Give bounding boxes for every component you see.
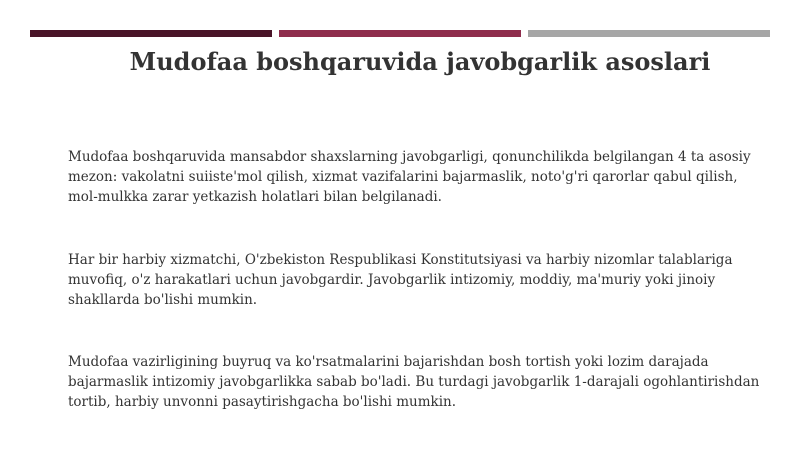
accent-bar-grey [528,30,770,37]
paragraph-responsibility: Har bir harbiy xizmatchi, O'zbekiston Respublikasi Konstitutsiyasi va harbiy nizomlar talablariga muvofiq, o'z harakatlari uchun javobgardir. Javobgarlik intizomiy, moddiy, ma'muriy yoki jinoiy shakllarda bo'lishi mumkin. [68,252,733,308]
paragraph-criteria: Mudofaa boshqaruvida mansabdor shaxslarning javobgarligi, qonunchilikda belgilangan 4 ta asosiy mezon: vakolatni suiiste'mol qilish, xizmat vazifalarini bajarmaslik, noto'g'ri qarorlar qabul qilish, mol-mulkka zarar yetkazish holatlari bilan belgilanadi. [68,149,751,205]
slide-title: Mudofaa boshqaruvida javobgarlik asoslari [129,47,711,76]
accent-bar-dark [30,30,272,37]
paragraph-disciplinary: Mudofaa vazirligining buyruq va ko'rsatmalarini bajarishdan bosh tortish yoki lozim darajada bajarmaslik intizomiy javobgarlikka sabab bo'ladi. Bu turdagi javobgarlik 1-darajali ogohlantirishdan tortib, harbiy unvonni pasaytirishgacha bo'lishi mumkin. [68,354,760,410]
accent-bar-crimson [279,30,521,37]
